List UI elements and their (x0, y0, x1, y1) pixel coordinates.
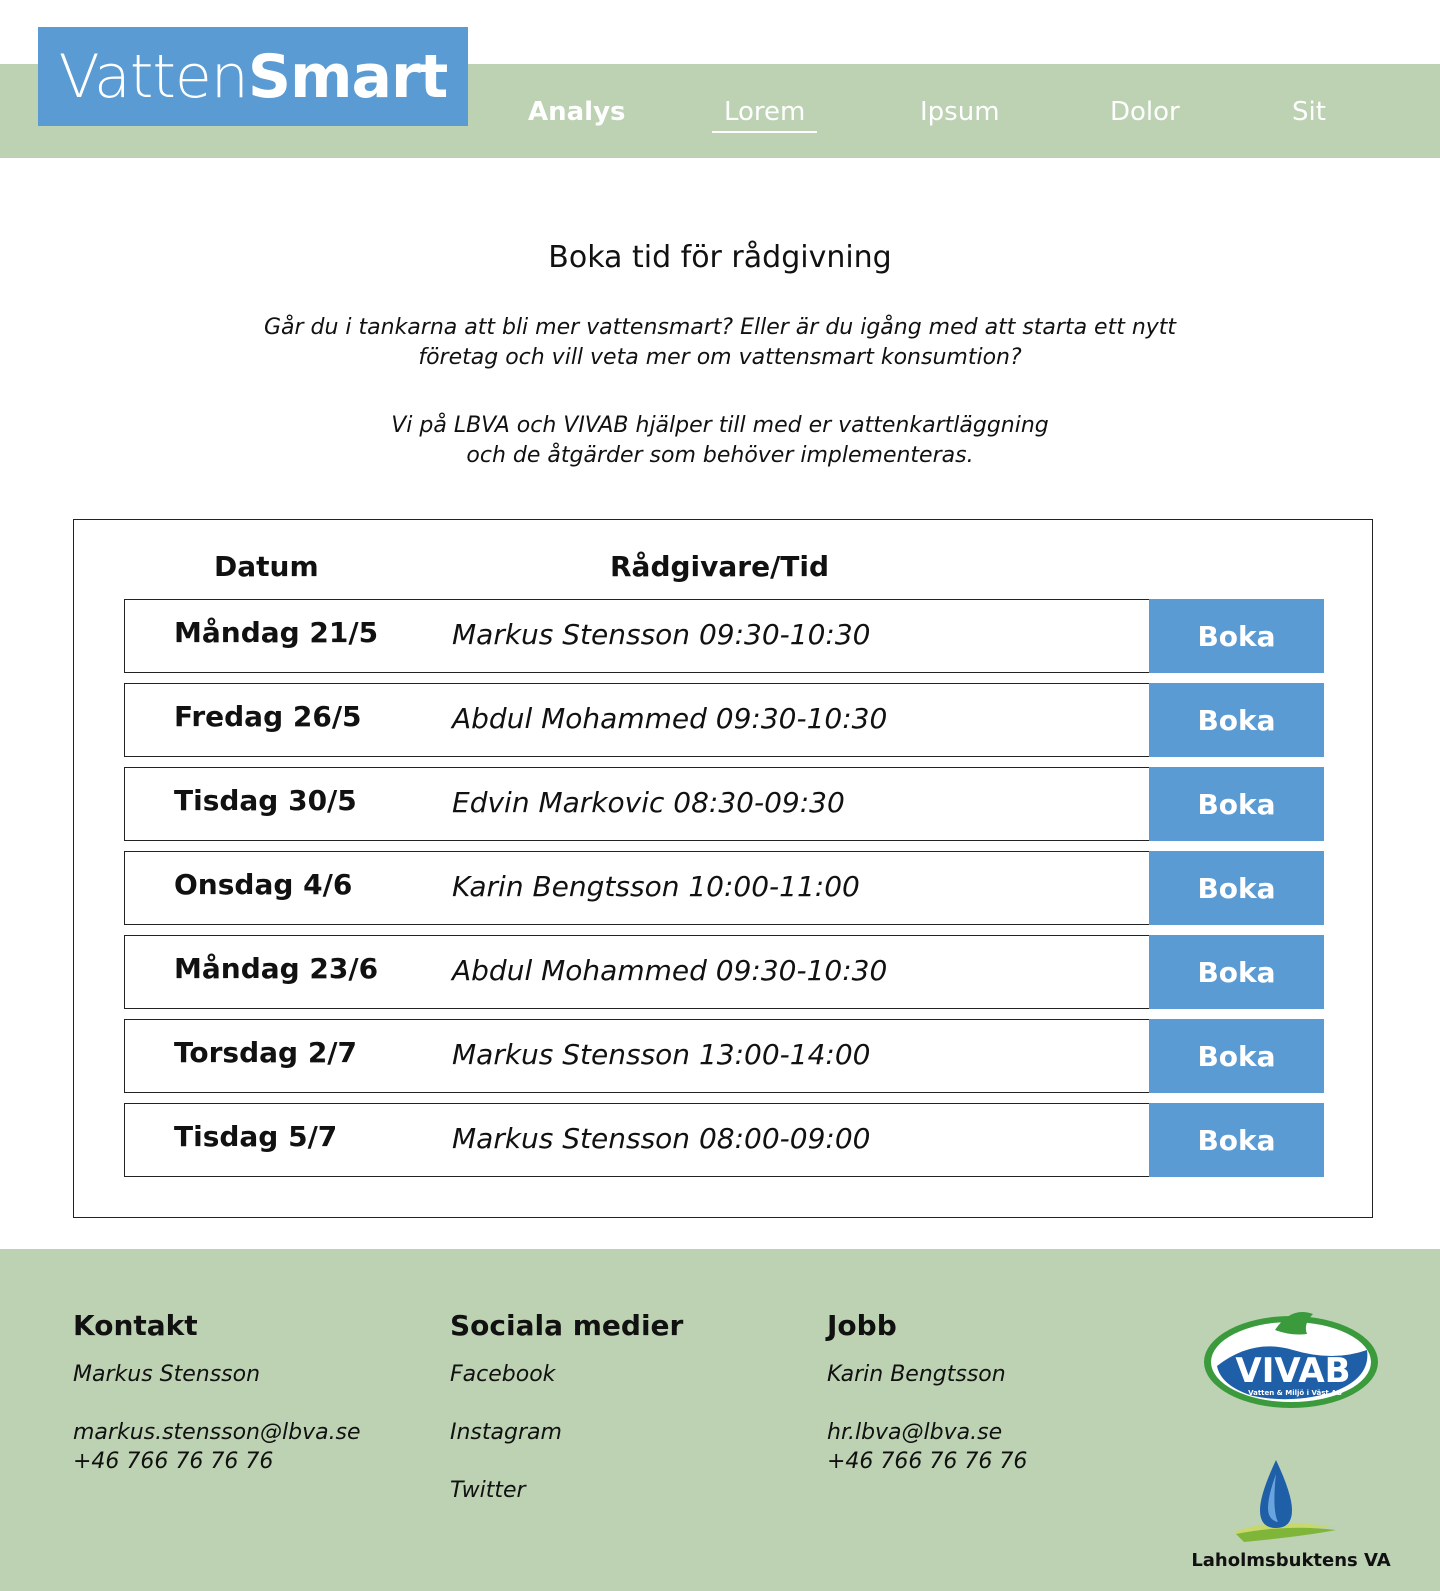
booking-row (124, 935, 1324, 1009)
intro-paragraph-1 (0, 313, 1440, 373)
booking-date: Fredag 26/5 (174, 700, 362, 733)
intro-p2-line1: Vi på LBVA och VIVAB hjälper till med er vattenkartläggning (391, 413, 1049, 438)
footer-jobs-title: Jobb (827, 1309, 897, 1342)
intro-p1-line1: Går du i tankarna att bli mer vattensmart? Eller är du igång med att starta ett nytt (263, 315, 1177, 340)
intro-p1-line2: företag och vill veta mer om vattensmart konsumtion? (418, 345, 1022, 370)
column-header-advisor: Rådgivare/Tid (610, 550, 830, 583)
social-link-facebook[interactable]: Facebook (450, 1362, 556, 1387)
booking-table (73, 519, 1373, 1218)
social-link-instagram[interactable]: Instagram (450, 1420, 562, 1445)
jobs-contact-name: Karin Bengtsson (827, 1362, 1006, 1387)
booking-advisor-time: Markus Stensson 13:00-14:00 (452, 1038, 871, 1071)
footer (0, 1249, 1440, 1591)
book-button[interactable]: Boka (1149, 1103, 1324, 1177)
booking-date: Onsdag 4/6 (174, 868, 353, 901)
book-button[interactable]: Boka (1149, 767, 1324, 841)
intro-paragraph-2 (0, 411, 1440, 471)
logo-text-light: Vatten (58, 41, 248, 112)
contact-email-link[interactable]: markus.stensson@lbva.se (73, 1420, 361, 1445)
lbva-logo-text: Laholmsbuktens VA (1191, 1550, 1391, 1571)
booking-date: Måndag 23/6 (174, 952, 379, 985)
footer-jobs (827, 1309, 1027, 1476)
booking-date: Tisdag 30/5 (174, 784, 357, 817)
jobs-phone: +46 766 76 76 76 (827, 1449, 1028, 1474)
booking-row (124, 683, 1324, 757)
nav-item-analys[interactable]: Analys (528, 97, 626, 127)
nav-item-ipsum[interactable]: Ipsum (920, 97, 1000, 127)
book-button[interactable]: Boka (1149, 1019, 1324, 1093)
nav-item-lorem[interactable]: Lorem (712, 97, 817, 133)
contact-phone: +46 766 76 76 76 (73, 1449, 274, 1474)
lbva-logo[interactable] (1186, 1454, 1396, 1574)
vivab-logo-text: VIVAB (1235, 1351, 1351, 1391)
booking-advisor-time: Markus Stensson 08:00-09:00 (452, 1122, 871, 1155)
book-button[interactable]: Boka (1149, 683, 1324, 757)
booking-advisor-time: Karin Bengtsson 10:00-11:00 (452, 870, 860, 903)
page-title: Boka tid för rådgivning (548, 240, 892, 275)
booking-advisor-time: Abdul Mohammed 09:30-10:30 (452, 702, 888, 735)
main-nav (480, 64, 1440, 158)
book-button[interactable]: Boka (1149, 851, 1324, 925)
booking-row (124, 767, 1324, 841)
jobs-email-link[interactable]: hr.lbva@lbva.se (827, 1420, 1003, 1445)
booking-date: Tisdag 5/7 (174, 1120, 338, 1153)
booking-advisor-time: Edvin Markovic 08:30-09:30 (452, 786, 845, 819)
booking-date: Måndag 21/5 (174, 616, 379, 649)
social-link-twitter[interactable]: Twitter (450, 1478, 526, 1503)
site-logo[interactable] (38, 27, 468, 126)
intro-p2-line2: och de åtgärder som behöver implementeras. (466, 443, 974, 468)
footer-social-title: Sociala medier (450, 1309, 684, 1342)
booking-advisor-time: Abdul Mohammed 09:30-10:30 (452, 954, 888, 987)
booking-row (124, 1103, 1324, 1177)
footer-contact-title: Kontakt (73, 1309, 198, 1342)
booking-row (124, 851, 1324, 925)
booking-row (124, 1019, 1324, 1093)
contact-name: Markus Stensson (73, 1362, 261, 1387)
book-button[interactable]: Boka (1149, 935, 1324, 1009)
column-header-date: Datum (214, 550, 319, 583)
booking-row (124, 599, 1324, 673)
water-drop-icon (1186, 1454, 1396, 1550)
book-button[interactable]: Boka (1149, 599, 1324, 673)
nav-item-dolor[interactable]: Dolor (1110, 97, 1180, 127)
vivab-logo-graphic (1203, 1304, 1383, 1412)
vivab-logo-subtext: Vatten & Miljö i Väst AB (1248, 1389, 1342, 1397)
logo-text-bold: Smart (247, 41, 448, 112)
booking-advisor-time: Markus Stensson 09:30-10:30 (452, 618, 871, 651)
booking-date: Torsdag 2/7 (174, 1036, 358, 1069)
footer-social (450, 1309, 683, 1505)
vivab-logo[interactable] (1203, 1304, 1383, 1412)
footer-contact (73, 1309, 361, 1476)
nav-item-sit[interactable]: Sit (1292, 97, 1326, 127)
